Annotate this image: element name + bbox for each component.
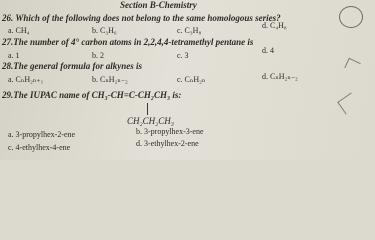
q28-option-d: d. CₙH₂ₙ₋₂ xyxy=(262,72,298,81)
q27-option-c: c. 3 xyxy=(177,51,189,60)
pencil-mark xyxy=(344,58,360,73)
question-29: 29.The IUPAC name of CH₃-CH=C-CH₂CH₃ is: xyxy=(2,90,182,100)
q26-option-d: d. C₄H₈ xyxy=(262,21,287,30)
pencil-mark xyxy=(337,92,360,114)
question-28: 28.The general formula for alkynes is xyxy=(2,61,143,71)
q27-option-d: d. 4 xyxy=(262,46,274,55)
q29-option-b: b. 3-propylhex-3-ene xyxy=(136,127,204,136)
branch-bond xyxy=(147,103,148,115)
q29-option-d: d. 3-ethylhex-2-ene xyxy=(136,139,199,148)
q29-option-c: c. 4-ethylhex-4-ene xyxy=(8,143,71,152)
pencil-mark xyxy=(339,6,363,28)
question-26: 26. Which of the following does not belong to the same homologous series? xyxy=(2,13,281,23)
q28-option-c: c. CₙH₂ₙ xyxy=(177,75,206,84)
q27-option-b: b. 2 xyxy=(92,51,104,60)
q26-option-a: a. CH₄ xyxy=(8,26,30,35)
q29-branch-formula: CH₂CH₂CH₃ xyxy=(127,116,174,126)
q27-option-a: a. 1 xyxy=(8,51,20,60)
q29-option-a: a. 3-propylhex-2-ene xyxy=(8,130,76,139)
q28-option-a: a. CₙH₂ₙ₊₁ xyxy=(8,75,44,84)
q26-option-c: c. C₃H₈ xyxy=(177,26,202,35)
section-header: Section B-Chemistry xyxy=(120,0,197,10)
question-27: 27.The number of 4° carbon atoms in 2,2,4,4-tetramethyl pentane is xyxy=(2,37,254,47)
q26-option-b: b. C₃H₆ xyxy=(92,26,117,35)
q28-option-b: b. CₙH₂ₙ₋₂ xyxy=(92,75,128,84)
